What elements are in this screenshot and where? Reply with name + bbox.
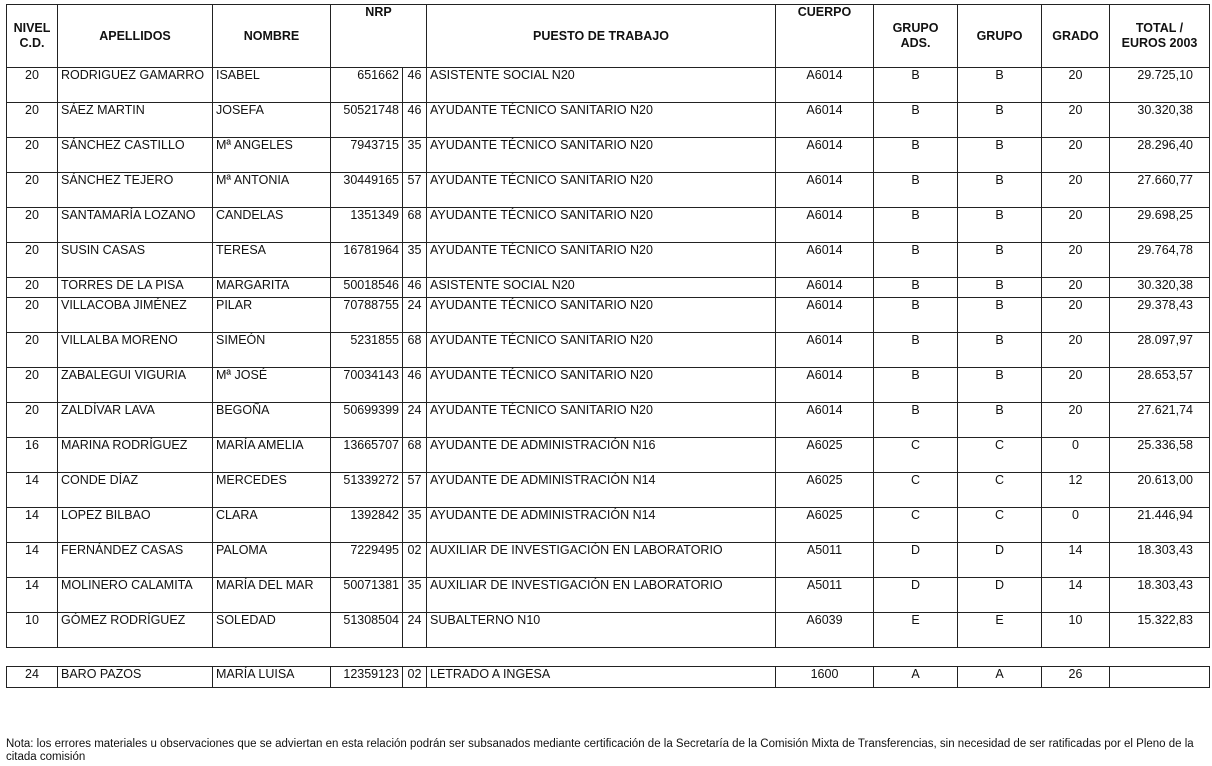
cell-cod: 68: [403, 208, 427, 243]
cell-grado: 14: [1042, 578, 1110, 613]
cell-nombre: TERESA: [213, 243, 331, 278]
cell-cuerpo: A5011: [776, 578, 874, 613]
cell-nivel: 20: [7, 208, 58, 243]
cell-total: 18.303,43: [1110, 578, 1210, 613]
cell-cuerpo: A6014: [776, 368, 874, 403]
table-row: [7, 578, 1210, 613]
cell-total: 27.660,77: [1110, 173, 1210, 208]
cell-nrp: 16781964: [331, 243, 403, 278]
cell-puesto: SUBALTERNO N10: [427, 613, 776, 648]
cell-nrp: 30449165: [331, 173, 403, 208]
cell-nrp: 5231855: [331, 333, 403, 368]
cell-grupo-ads: D: [874, 578, 958, 613]
cell-cod: 46: [403, 68, 427, 103]
cell-grupo-ads: B: [874, 173, 958, 208]
cell-nrp: 12359123: [331, 667, 403, 688]
cell-nrp: 651662: [331, 68, 403, 103]
table-row: [7, 667, 1210, 688]
cell-grupo-ads: A: [874, 667, 958, 688]
cell-apellidos: SÁEZ MARTIN: [58, 103, 213, 138]
cell-nrp: 70788755: [331, 298, 403, 333]
cell-cuerpo: A6025: [776, 473, 874, 508]
cell-total: 29.725,10: [1110, 68, 1210, 103]
table-row: [7, 278, 1210, 298]
cell-nrp: 51308504: [331, 613, 403, 648]
cell-puesto: AYUDANTE TÉCNICO SANITARIO N20: [427, 103, 776, 138]
table-row: [7, 138, 1210, 173]
cell-puesto: AYUDANTE TÉCNICO SANITARIO N20: [427, 403, 776, 438]
cell-total: 30.320,38: [1110, 278, 1210, 298]
cell-nombre: JOSEFA: [213, 103, 331, 138]
cell-grupo: C: [958, 473, 1042, 508]
cell-apellidos: CONDE DÍAZ: [58, 473, 213, 508]
cell-total: 29.764,78: [1110, 243, 1210, 278]
cell-cod: 46: [403, 278, 427, 298]
cell-puesto: AYUDANTE TÉCNICO SANITARIO N20: [427, 208, 776, 243]
cell-grupo: B: [958, 208, 1042, 243]
cell-nrp: 7943715: [331, 138, 403, 173]
cell-grupo-ads: B: [874, 333, 958, 368]
cell-apellidos: LOPEZ BILBAO: [58, 508, 213, 543]
cell-grado: 0: [1042, 438, 1110, 473]
table-row: [7, 473, 1210, 508]
cell-cod: 24: [403, 613, 427, 648]
cell-total: 28.653,57: [1110, 368, 1210, 403]
cell-grado: 20: [1042, 243, 1110, 278]
cell-nombre: MERCEDES: [213, 473, 331, 508]
cell-cuerpo: A6014: [776, 278, 874, 298]
cell-puesto: AYUDANTE DE ADMINISTRACIÓN N14: [427, 473, 776, 508]
table-row: [7, 438, 1210, 473]
cell-nrp: 50699399: [331, 403, 403, 438]
cell-cuerpo: 1600: [776, 667, 874, 688]
cell-puesto: AYUDANTE TÉCNICO SANITARIO N20: [427, 173, 776, 208]
cell-nombre: SIMEÓN: [213, 333, 331, 368]
cell-nivel: 20: [7, 368, 58, 403]
cell-cod: 46: [403, 368, 427, 403]
cell-apellidos: SANTAMARÍA LOZANO: [58, 208, 213, 243]
cell-puesto: ASISTENTE SOCIAL N20: [427, 278, 776, 298]
cell-nrp: 50018546: [331, 278, 403, 298]
table-row: [7, 298, 1210, 333]
cell-nivel: 20: [7, 278, 58, 298]
table-row: [7, 333, 1210, 368]
cell-apellidos: MOLINERO CALAMITA: [58, 578, 213, 613]
cell-grado: 20: [1042, 208, 1110, 243]
cell-apellidos: SÁNCHEZ CASTILLO: [58, 138, 213, 173]
header-row: [7, 5, 1210, 68]
cell-nombre: ISABEL: [213, 68, 331, 103]
cell-puesto: AUXILIAR DE INVESTIGACIÓN EN LABORATORIO: [427, 543, 776, 578]
table-row: [7, 173, 1210, 208]
cell-total: 21.446,94: [1110, 508, 1210, 543]
table-row: [7, 543, 1210, 578]
cell-apellidos: VILLALBA MORENO: [58, 333, 213, 368]
header-total: TOTAL / EUROS 2003: [1110, 5, 1210, 68]
cell-nivel: 14: [7, 508, 58, 543]
cell-nivel: 20: [7, 138, 58, 173]
cell-apellidos: GÓMEZ RODRÍGUEZ: [58, 613, 213, 648]
cell-cuerpo: A6025: [776, 438, 874, 473]
cell-puesto: AYUDANTE TÉCNICO SANITARIO N20: [427, 333, 776, 368]
cell-grupo: B: [958, 103, 1042, 138]
personnel-table: [6, 4, 1210, 648]
cell-total: 29.698,25: [1110, 208, 1210, 243]
cell-nivel: 20: [7, 298, 58, 333]
cell-nrp: 13665707: [331, 438, 403, 473]
cell-grupo: C: [958, 508, 1042, 543]
cell-cod: 68: [403, 333, 427, 368]
cell-nrp: 50521748: [331, 103, 403, 138]
cell-nivel: 14: [7, 578, 58, 613]
cell-apellidos: RODRIGUEZ GAMARRO: [58, 68, 213, 103]
header-nrp: NRP: [331, 5, 427, 68]
cell-nivel: 14: [7, 543, 58, 578]
cell-puesto: LETRADO A INGESA: [427, 667, 776, 688]
cell-nombre: MARGARITA: [213, 278, 331, 298]
cell-cod: 57: [403, 173, 427, 208]
cell-grupo: E: [958, 613, 1042, 648]
cell-nombre: PILAR: [213, 298, 331, 333]
cell-grado: 20: [1042, 103, 1110, 138]
cell-cuerpo: A6014: [776, 138, 874, 173]
cell-grado: 20: [1042, 138, 1110, 173]
cell-cuerpo: A6039: [776, 613, 874, 648]
cell-grupo-ads: B: [874, 243, 958, 278]
cell-grupo-ads: B: [874, 368, 958, 403]
cell-nombre: Mª ANTONIA: [213, 173, 331, 208]
header-cuerpo: CUERPO: [776, 5, 874, 68]
header-nombre: NOMBRE: [213, 5, 331, 68]
table-row: [7, 103, 1210, 138]
cell-nivel: 20: [7, 173, 58, 208]
cell-total: 27.621,74: [1110, 403, 1210, 438]
cell-cod: 02: [403, 667, 427, 688]
cell-nombre: SOLEDAD: [213, 613, 331, 648]
cell-total: 28.097,97: [1110, 333, 1210, 368]
cell-grupo: B: [958, 403, 1042, 438]
cell-grupo-ads: B: [874, 298, 958, 333]
header-nivel: NIVEL C.D.: [7, 5, 58, 68]
cell-total: 25.336,58: [1110, 438, 1210, 473]
cell-total: 15.322,83: [1110, 613, 1210, 648]
cell-cod: 35: [403, 508, 427, 543]
header-grupo: GRUPO: [958, 5, 1042, 68]
cell-total: 28.296,40: [1110, 138, 1210, 173]
cell-nombre: CANDELAS: [213, 208, 331, 243]
cell-grado: 20: [1042, 368, 1110, 403]
cell-grupo: B: [958, 173, 1042, 208]
cell-cuerpo: A6014: [776, 103, 874, 138]
cell-grupo-ads: C: [874, 473, 958, 508]
cell-nivel: 16: [7, 438, 58, 473]
cell-cod: 02: [403, 543, 427, 578]
cell-grupo-ads: D: [874, 543, 958, 578]
table-row: [7, 208, 1210, 243]
cell-nombre: MARÍA DEL MAR: [213, 578, 331, 613]
cell-cod: 57: [403, 473, 427, 508]
cell-nrp: 1392842: [331, 508, 403, 543]
cell-total: 20.613,00: [1110, 473, 1210, 508]
cell-grado: 0: [1042, 508, 1110, 543]
cell-nombre: CLARA: [213, 508, 331, 543]
cell-cod: 35: [403, 243, 427, 278]
cell-grupo: D: [958, 543, 1042, 578]
cell-cod: 46: [403, 103, 427, 138]
cell-grado: 10: [1042, 613, 1110, 648]
cell-grupo-ads: B: [874, 138, 958, 173]
cell-nombre: Mª JOSÉ: [213, 368, 331, 403]
cell-apellidos: FERNÁNDEZ CASAS: [58, 543, 213, 578]
cell-grado: 20: [1042, 298, 1110, 333]
cell-apellidos: TORRES DE LA PISA: [58, 278, 213, 298]
cell-cod: 68: [403, 438, 427, 473]
cell-grado: 20: [1042, 403, 1110, 438]
cell-nombre: MARÍA AMELIA: [213, 438, 331, 473]
cell-cuerpo: A6014: [776, 68, 874, 103]
cell-cod: 24: [403, 298, 427, 333]
cell-nombre: BEGOÑA: [213, 403, 331, 438]
cell-nrp: 51339272: [331, 473, 403, 508]
table-row: [7, 613, 1210, 648]
header-puesto: PUESTO DE TRABAJO: [427, 5, 776, 68]
cell-cuerpo: A6014: [776, 298, 874, 333]
cell-cod: 24: [403, 403, 427, 438]
cell-nivel: 10: [7, 613, 58, 648]
cell-grupo-ads: C: [874, 508, 958, 543]
cell-cuerpo: A5011: [776, 543, 874, 578]
cell-puesto: AYUDANTE TÉCNICO SANITARIO N20: [427, 243, 776, 278]
cell-nrp: 70034143: [331, 368, 403, 403]
cell-apellidos: ZALDÍVAR LAVA: [58, 403, 213, 438]
cell-cuerpo: A6014: [776, 333, 874, 368]
cell-total: 30.320,38: [1110, 103, 1210, 138]
cell-grado: 20: [1042, 68, 1110, 103]
cell-apellidos: ZABALEGUI VIGURIA: [58, 368, 213, 403]
cell-puesto: AYUDANTE DE ADMINISTRACIÓN N16: [427, 438, 776, 473]
cell-nrp: 1351349: [331, 208, 403, 243]
cell-puesto: AYUDANTE DE ADMINISTRACIÓN N14: [427, 508, 776, 543]
cell-grupo: B: [958, 368, 1042, 403]
table-row: [7, 508, 1210, 543]
table-row: [7, 243, 1210, 278]
cell-puesto: AYUDANTE TÉCNICO SANITARIO N20: [427, 368, 776, 403]
cell-grupo-ads: C: [874, 438, 958, 473]
cell-apellidos: BARO PAZOS: [58, 667, 213, 688]
cell-nivel: 20: [7, 333, 58, 368]
cell-nivel: 20: [7, 243, 58, 278]
cell-grupo: B: [958, 138, 1042, 173]
cell-nombre: Mª ANGELES: [213, 138, 331, 173]
cell-nivel: 24: [7, 667, 58, 688]
cell-cuerpo: A6014: [776, 243, 874, 278]
cell-nrp: 50071381: [331, 578, 403, 613]
cell-puesto: AYUDANTE TÉCNICO SANITARIO N20: [427, 138, 776, 173]
cell-grupo-ads: B: [874, 278, 958, 298]
extra-table: [6, 666, 1210, 688]
cell-grado: 12: [1042, 473, 1110, 508]
cell-grupo: B: [958, 333, 1042, 368]
cell-puesto: ASISTENTE SOCIAL N20: [427, 68, 776, 103]
cell-nrp: 7229495: [331, 543, 403, 578]
cell-grupo: B: [958, 243, 1042, 278]
cell-grado: 14: [1042, 543, 1110, 578]
cell-total: [1110, 667, 1210, 688]
cell-grupo-ads: E: [874, 613, 958, 648]
cell-cuerpo: A6014: [776, 403, 874, 438]
cell-apellidos: MARINA RODRÍGUEZ: [58, 438, 213, 473]
cell-cod: 35: [403, 138, 427, 173]
cell-total: 18.303,43: [1110, 543, 1210, 578]
cell-grupo-ads: B: [874, 208, 958, 243]
footnote: Nota: los errores materiales u observaciones que se adviertan en esta relación podrán ser subsanados mediante certificación de la Secretaría de la Comisión Mixta de Transferencias, sin necesidad de ser ratificadas por el Pleno de la citada comisión: [6, 738, 1194, 763]
table-row: [7, 68, 1210, 103]
cell-nombre: MARÍA LUISA: [213, 667, 331, 688]
cell-nombre: PALOMA: [213, 543, 331, 578]
cell-grado: 20: [1042, 173, 1110, 208]
cell-grado: 20: [1042, 278, 1110, 298]
cell-cod: 35: [403, 578, 427, 613]
cell-grado: 26: [1042, 667, 1110, 688]
header-grado: GRADO: [1042, 5, 1110, 68]
cell-grupo: B: [958, 298, 1042, 333]
cell-grupo: D: [958, 578, 1042, 613]
cell-puesto: AUXILIAR DE INVESTIGACIÓN EN LABORATORIO: [427, 578, 776, 613]
header-grupo-ads: GRUPO ADS.: [874, 5, 958, 68]
cell-grupo-ads: B: [874, 403, 958, 438]
cell-grupo: C: [958, 438, 1042, 473]
cell-puesto: AYUDANTE TÉCNICO SANITARIO N20: [427, 298, 776, 333]
cell-apellidos: VILLACOBA JIMÉNEZ: [58, 298, 213, 333]
cell-grupo: B: [958, 278, 1042, 298]
cell-total: 29.378,43: [1110, 298, 1210, 333]
header-apellidos: APELLIDOS: [58, 5, 213, 68]
cell-grupo: B: [958, 68, 1042, 103]
cell-grupo-ads: B: [874, 103, 958, 138]
cell-cuerpo: A6014: [776, 173, 874, 208]
cell-apellidos: SUSIN CASAS: [58, 243, 213, 278]
cell-cuerpo: A6014: [776, 208, 874, 243]
cell-nivel: 20: [7, 68, 58, 103]
cell-cuerpo: A6025: [776, 508, 874, 543]
cell-nivel: 20: [7, 103, 58, 138]
cell-grado: 20: [1042, 333, 1110, 368]
table-row: [7, 403, 1210, 438]
cell-grupo-ads: B: [874, 68, 958, 103]
table-row: [7, 368, 1210, 403]
cell-nivel: 14: [7, 473, 58, 508]
cell-apellidos: SÁNCHEZ TEJERO: [58, 173, 213, 208]
cell-grupo: A: [958, 667, 1042, 688]
cell-nivel: 20: [7, 403, 58, 438]
